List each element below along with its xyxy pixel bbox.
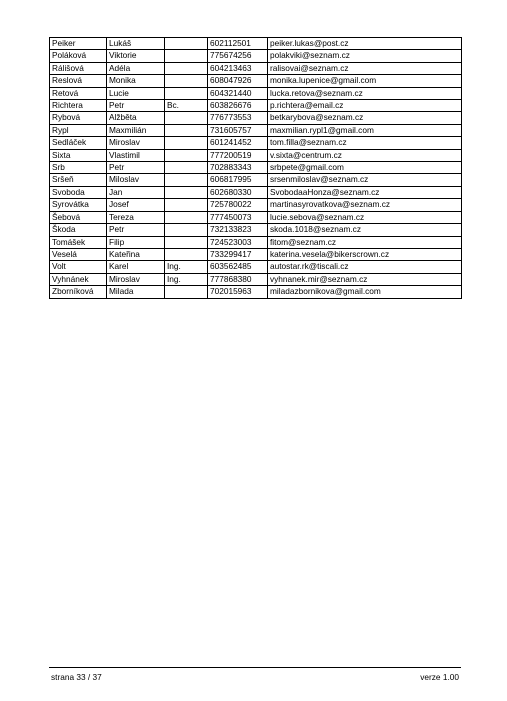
phone-cell: 732133823 bbox=[208, 224, 268, 236]
table-row bbox=[50, 137, 462, 149]
table-row bbox=[50, 112, 462, 124]
title-cell bbox=[165, 38, 208, 50]
first-name-cell: Petr bbox=[107, 224, 165, 236]
phone-cell: 608047926 bbox=[208, 75, 268, 87]
phone-cell: 776773553 bbox=[208, 112, 268, 124]
title-cell bbox=[165, 149, 208, 161]
email-cell: skoda.1018@seznam.cz bbox=[268, 224, 462, 236]
first-name-cell: Petr bbox=[107, 100, 165, 112]
surname-cell: Poláková bbox=[50, 50, 107, 62]
title-cell bbox=[165, 211, 208, 223]
surname-cell: Tomášek bbox=[50, 236, 107, 248]
email-cell: peiker.lukas@post.cz bbox=[268, 38, 462, 50]
phone-cell: 777868380 bbox=[208, 273, 268, 285]
title-cell bbox=[165, 137, 208, 149]
email-cell: srsenmiloslav@seznam.cz bbox=[268, 174, 462, 186]
title-cell bbox=[165, 124, 208, 136]
title-cell bbox=[165, 162, 208, 174]
email-cell: p.richtera@email.cz bbox=[268, 100, 462, 112]
surname-cell: Richtera bbox=[50, 100, 107, 112]
email-cell: lucka.retova@seznam.cz bbox=[268, 87, 462, 99]
email-cell: maxmilian.rypl1@gmail.com bbox=[268, 124, 462, 136]
surname-cell: Svoboda bbox=[50, 186, 107, 198]
table-row bbox=[50, 38, 462, 50]
table-row bbox=[50, 124, 462, 136]
email-cell: miladazbornikova@gmail.com bbox=[268, 286, 462, 298]
email-cell: srbpete@gmail.com bbox=[268, 162, 462, 174]
table-row bbox=[50, 273, 462, 285]
table-row bbox=[50, 248, 462, 260]
title-cell bbox=[165, 286, 208, 298]
phone-cell: 602680330 bbox=[208, 186, 268, 198]
email-cell: SvobodaaHonza@seznam.cz bbox=[268, 186, 462, 198]
first-name-cell: Kateřina bbox=[107, 248, 165, 260]
title-cell bbox=[165, 248, 208, 260]
table-row bbox=[50, 87, 462, 99]
surname-cell: Retová bbox=[50, 87, 107, 99]
surname-cell: Vyhnánek bbox=[50, 273, 107, 285]
first-name-cell: Filip bbox=[107, 236, 165, 248]
first-name-cell: Alžběta bbox=[107, 112, 165, 124]
title-cell bbox=[165, 112, 208, 124]
email-cell: fitom@seznam.cz bbox=[268, 236, 462, 248]
surname-cell: Peiker bbox=[50, 38, 107, 50]
surname-cell: Rybová bbox=[50, 112, 107, 124]
email-cell: tom.filla@seznam.cz bbox=[268, 137, 462, 149]
table-row bbox=[50, 261, 462, 273]
first-name-cell: Jan bbox=[107, 186, 165, 198]
contact-table bbox=[49, 37, 462, 299]
phone-cell: 731605757 bbox=[208, 124, 268, 136]
phone-cell: 604213463 bbox=[208, 62, 268, 74]
phone-cell: 775674256 bbox=[208, 50, 268, 62]
surname-cell: Veselá bbox=[50, 248, 107, 260]
surname-cell: Zborníková bbox=[50, 286, 107, 298]
table-row bbox=[50, 62, 462, 74]
title-cell bbox=[165, 224, 208, 236]
table-row bbox=[50, 186, 462, 198]
first-name-cell: Karel bbox=[107, 261, 165, 273]
first-name-cell: Lukáš bbox=[107, 38, 165, 50]
surname-cell: Šebová bbox=[50, 211, 107, 223]
table-row bbox=[50, 75, 462, 87]
phone-cell: 724523003 bbox=[208, 236, 268, 248]
phone-cell: 733299417 bbox=[208, 248, 268, 260]
title-cell bbox=[165, 236, 208, 248]
phone-cell: 606817995 bbox=[208, 174, 268, 186]
first-name-cell: Maxmilián bbox=[107, 124, 165, 136]
surname-cell: Syrovátka bbox=[50, 199, 107, 211]
surname-cell: Reslová bbox=[50, 75, 107, 87]
table-row bbox=[50, 236, 462, 248]
phone-cell: 601241452 bbox=[208, 137, 268, 149]
first-name-cell: Monika bbox=[107, 75, 165, 87]
email-cell: lucie.sebova@seznam.cz bbox=[268, 211, 462, 223]
first-name-cell: Petr bbox=[107, 162, 165, 174]
table-row bbox=[50, 50, 462, 62]
contact-table-body bbox=[50, 38, 462, 299]
first-name-cell: Miroslav bbox=[107, 273, 165, 285]
table-row bbox=[50, 149, 462, 161]
surname-cell: Rálišová bbox=[50, 62, 107, 74]
surname-cell: Škoda bbox=[50, 224, 107, 236]
phone-cell: 725780022 bbox=[208, 199, 268, 211]
first-name-cell: Tereza bbox=[107, 211, 165, 223]
email-cell: v.sixta@centrum.cz bbox=[268, 149, 462, 161]
email-cell: monika.lupenice@gmail.com bbox=[268, 75, 462, 87]
title-cell bbox=[165, 62, 208, 74]
phone-cell: 604321440 bbox=[208, 87, 268, 99]
first-name-cell: Vlastimil bbox=[107, 149, 165, 161]
title-cell bbox=[165, 75, 208, 87]
title-cell bbox=[165, 199, 208, 211]
phone-cell: 702883343 bbox=[208, 162, 268, 174]
title-cell bbox=[165, 186, 208, 198]
surname-cell: Volt bbox=[50, 261, 107, 273]
title-cell bbox=[165, 87, 208, 99]
title-cell bbox=[165, 174, 208, 186]
page-footer bbox=[49, 667, 461, 682]
table-row bbox=[50, 100, 462, 112]
email-cell: betkarybova@seznam.cz bbox=[268, 112, 462, 124]
surname-cell: Rypl bbox=[50, 124, 107, 136]
title-cell: Ing. bbox=[165, 261, 208, 273]
surname-cell: Sršeň bbox=[50, 174, 107, 186]
phone-cell: 603826676 bbox=[208, 100, 268, 112]
email-cell: autostar.rk@tiscali.cz bbox=[268, 261, 462, 273]
phone-cell: 602112501 bbox=[208, 38, 268, 50]
title-cell: Bc. bbox=[165, 100, 208, 112]
email-cell: polakviki@seznam.cz bbox=[268, 50, 462, 62]
first-name-cell: Josef bbox=[107, 199, 165, 211]
email-cell: martinasyrovatkova@seznam.cz bbox=[268, 199, 462, 211]
first-name-cell: Viktorie bbox=[107, 50, 165, 62]
first-name-cell: Milada bbox=[107, 286, 165, 298]
table-row bbox=[50, 162, 462, 174]
document-version: verze 1.00 bbox=[420, 672, 459, 682]
phone-cell: 603562485 bbox=[208, 261, 268, 273]
title-cell: Ing. bbox=[165, 273, 208, 285]
table-row bbox=[50, 199, 462, 211]
surname-cell: Sedláček bbox=[50, 137, 107, 149]
title-cell bbox=[165, 50, 208, 62]
first-name-cell: Lucie bbox=[107, 87, 165, 99]
table-row bbox=[50, 224, 462, 236]
first-name-cell: Adéla bbox=[107, 62, 165, 74]
email-cell: vyhnanek.mir@seznam.cz bbox=[268, 273, 462, 285]
surname-cell: Srb bbox=[50, 162, 107, 174]
email-cell: katerina.vesela@bikerscrown.cz bbox=[268, 248, 462, 260]
table-row bbox=[50, 174, 462, 186]
first-name-cell: Miroslav bbox=[107, 137, 165, 149]
phone-cell: 702015963 bbox=[208, 286, 268, 298]
table-row bbox=[50, 211, 462, 223]
table-row bbox=[50, 286, 462, 298]
first-name-cell: Miloslav bbox=[107, 174, 165, 186]
phone-cell: 777200519 bbox=[208, 149, 268, 161]
phone-cell: 777450073 bbox=[208, 211, 268, 223]
surname-cell: Sixta bbox=[50, 149, 107, 161]
page-number: strana 33 / 37 bbox=[51, 672, 102, 682]
email-cell: ralisovai@seznam.cz bbox=[268, 62, 462, 74]
